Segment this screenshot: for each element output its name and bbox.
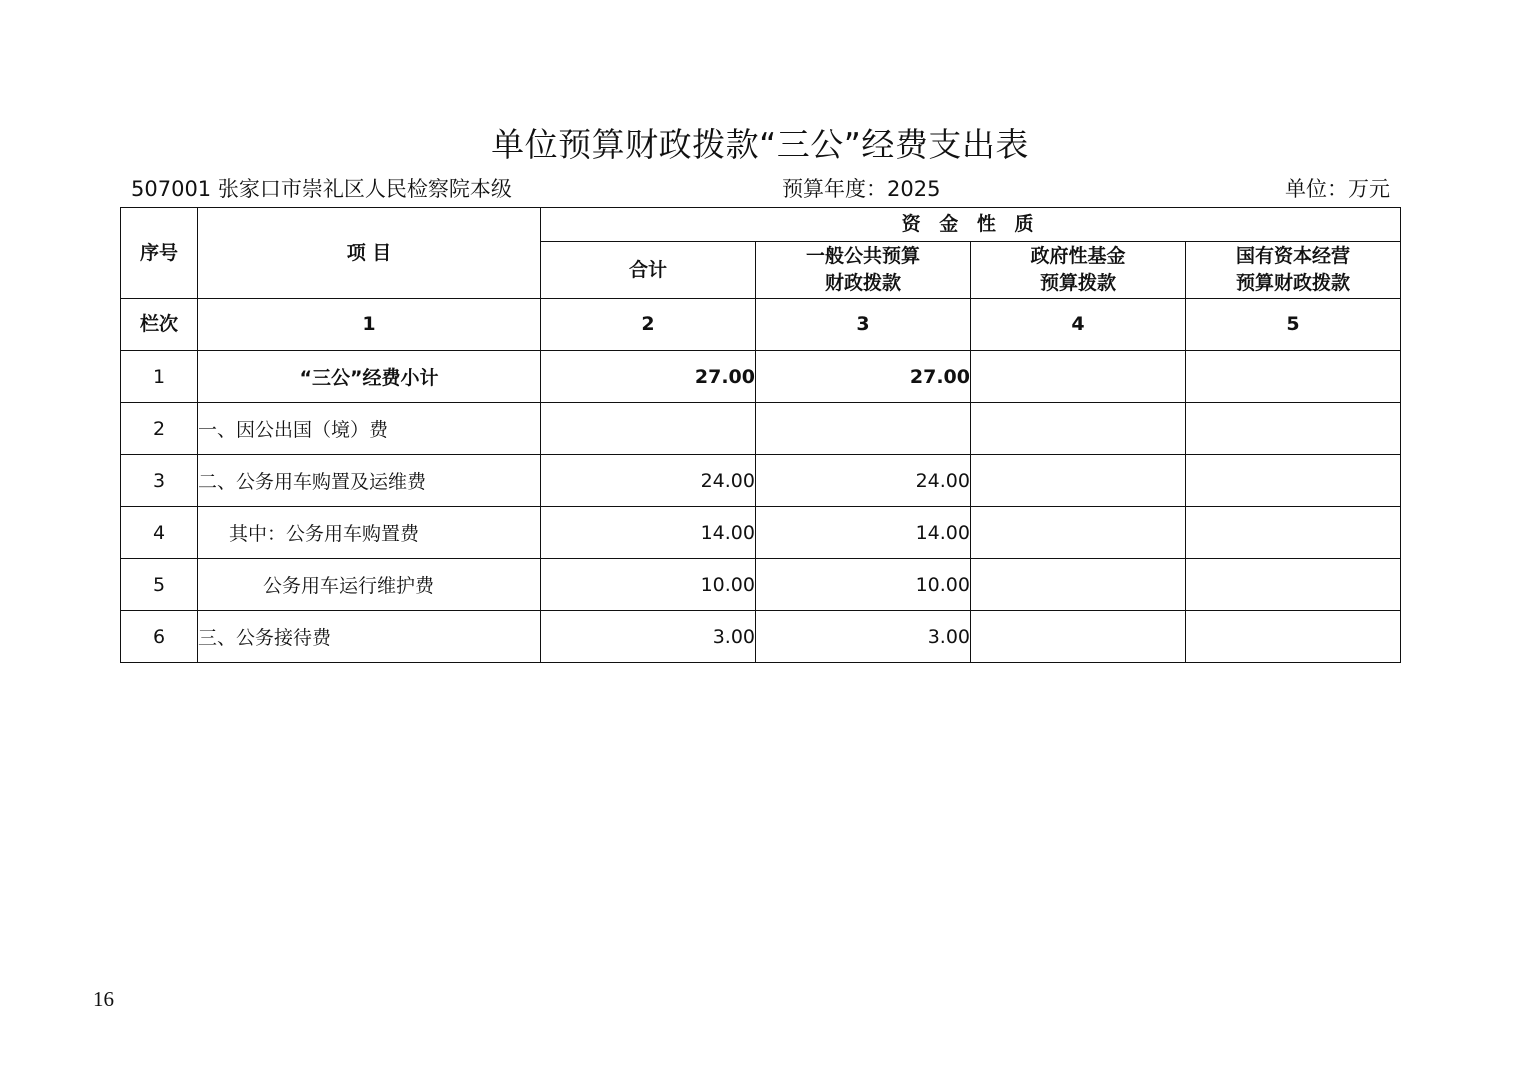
row-general: 14.00 (756, 507, 971, 559)
row-seq: 2 (121, 403, 198, 455)
row-gov-fund (971, 403, 1186, 455)
row-general: 24.00 (756, 455, 971, 507)
row-seq: 3 (121, 455, 198, 507)
row-state-capital (1186, 611, 1401, 663)
header-gov-fund-line1: 政府性基金 (1030, 245, 1126, 267)
row-state-capital (1186, 455, 1401, 507)
column-index-5: 5 (1186, 299, 1401, 351)
row-total: 10.00 (541, 559, 756, 611)
header-gov-fund-line2: 预算拨款 (1039, 272, 1116, 294)
row-item: 公务用车运行维护费 (198, 559, 541, 611)
row-total (541, 403, 756, 455)
header-state-capital-line1: 国有资本经营 (1236, 245, 1351, 267)
header-seq: 序号 (121, 208, 198, 299)
unit-name: 507001 张家口市崇礼区人民检察院本级 (131, 177, 512, 201)
budget-table (120, 207, 1401, 663)
header-gov-fund (971, 242, 1186, 299)
row-seq: 5 (121, 559, 198, 611)
header-state-capital (1186, 242, 1401, 299)
table-row (121, 403, 1401, 455)
row-gov-fund (971, 455, 1186, 507)
column-index-2: 2 (541, 299, 756, 351)
row-item: 一、因公出国（境）费 (198, 403, 541, 455)
header-total: 合计 (541, 242, 756, 299)
row-gov-fund (971, 559, 1186, 611)
row-state-capital (1186, 507, 1401, 559)
row-general: 27.00 (756, 351, 971, 403)
row-item: “三公”经费小计 (198, 351, 541, 403)
row-seq: 4 (121, 507, 198, 559)
row-state-capital (1186, 351, 1401, 403)
row-item: 二、公务用车购置及运维费 (198, 455, 541, 507)
row-gov-fund (971, 507, 1186, 559)
table-row (121, 455, 1401, 507)
row-gov-fund (971, 611, 1186, 663)
header-general-line1: 一般公共预算 (805, 245, 920, 267)
table-row (121, 507, 1401, 559)
table-row (121, 611, 1401, 663)
row-total: 3.00 (541, 611, 756, 663)
column-index-4: 4 (971, 299, 1186, 351)
row-total: 27.00 (541, 351, 756, 403)
row-seq: 6 (121, 611, 198, 663)
page-number: 16 (93, 987, 114, 1011)
row-item: 其中：公务用车购置费 (198, 507, 541, 559)
row-state-capital (1186, 403, 1401, 455)
budget-year: 预算年度：2025 (782, 177, 941, 201)
column-index-label: 栏次 (121, 299, 198, 351)
row-item: 三、公务接待费 (198, 611, 541, 663)
table-row (121, 351, 1401, 403)
header-item: 项 目 (198, 208, 541, 299)
column-index-row (121, 299, 1401, 351)
row-general: 10.00 (756, 559, 971, 611)
header-fund-nature: 资 金 性 质 (541, 208, 1401, 242)
table-row (121, 559, 1401, 611)
row-state-capital (1186, 559, 1401, 611)
row-total: 14.00 (541, 507, 756, 559)
row-general: 3.00 (756, 611, 971, 663)
row-gov-fund (971, 351, 1186, 403)
currency-unit: 单位：万元 (1285, 177, 1390, 201)
row-general (756, 403, 971, 455)
column-index-1: 1 (198, 299, 541, 351)
column-index-3: 3 (756, 299, 971, 351)
row-seq: 1 (121, 351, 198, 403)
header-general-budget (756, 242, 971, 299)
header-general-line2: 财政拨款 (824, 272, 901, 294)
header-state-capital-line2: 预算财政拨款 (1236, 272, 1351, 294)
page-title: 单位预算财政拨款“三公”经费支出表 (491, 125, 1029, 164)
row-total: 24.00 (541, 455, 756, 507)
header-row-fund-nature (121, 208, 1401, 242)
